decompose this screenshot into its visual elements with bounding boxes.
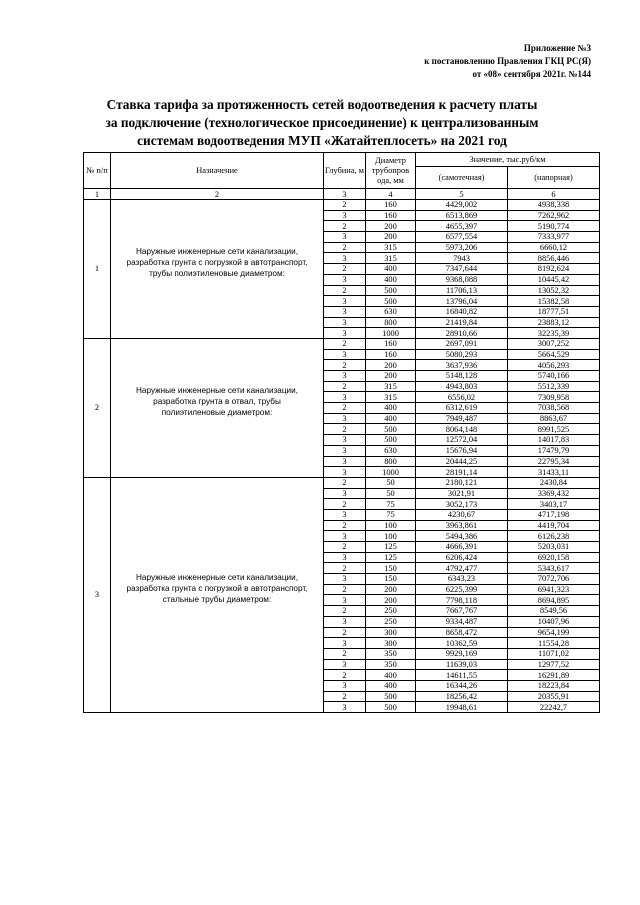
gravity-value-cell: 10362,59 <box>416 638 508 649</box>
pressure-value-cell: 8694,895 <box>508 595 600 606</box>
pressure-value-cell: 4938,338 <box>508 200 600 211</box>
gravity-value-cell: 6513,869 <box>416 210 508 221</box>
pressure-value-cell: 7072,706 <box>508 574 600 585</box>
diameter-cell: 500 <box>366 691 416 702</box>
pressure-value-cell: 5343,617 <box>508 563 600 574</box>
title-line-2: за подключение (технологическое присоединение) к централизованным <box>105 115 539 130</box>
gravity-value-cell: 3052,173 <box>416 499 508 510</box>
depth-cell: 3 <box>324 595 366 606</box>
gravity-value-cell: 8658,472 <box>416 627 508 638</box>
pressure-value-cell: 6941,323 <box>508 584 600 595</box>
diameter-cell: 200 <box>366 360 416 371</box>
diameter-cell: 200 <box>366 232 416 243</box>
pressure-value-cell: 2430,84 <box>508 477 600 488</box>
gravity-value-cell: 21419,84 <box>416 317 508 328</box>
appendix-resolution: к постановлению Правления ГКЦ РС(Я) <box>424 56 591 66</box>
depth-cell: 3 <box>324 531 366 542</box>
diameter-cell: 75 <box>366 509 416 520</box>
depth-cell: 3 <box>324 680 366 691</box>
header-depth: Глубина, м <box>324 153 366 189</box>
column-number: 5 <box>416 189 508 200</box>
column-number: 4 <box>366 189 416 200</box>
gravity-value-cell: 6206,424 <box>416 552 508 563</box>
diameter-cell: 500 <box>366 435 416 446</box>
gravity-value-cell: 20444,25 <box>416 456 508 467</box>
pressure-value-cell: 16291,89 <box>508 670 600 681</box>
depth-cell: 3 <box>324 456 366 467</box>
pressure-value-cell: 4056,293 <box>508 360 600 371</box>
gravity-value-cell: 5148,128 <box>416 371 508 382</box>
diameter-cell: 1000 <box>366 328 416 339</box>
gravity-value-cell: 6556,02 <box>416 392 508 403</box>
gravity-value-cell: 7798,118 <box>416 595 508 606</box>
column-number-row <box>84 189 600 200</box>
table-row <box>84 338 600 349</box>
diameter-cell: 250 <box>366 606 416 617</box>
pressure-value-cell: 5190,774 <box>508 221 600 232</box>
group-purpose <box>111 338 324 477</box>
depth-cell: 2 <box>324 403 366 414</box>
diameter-cell: 160 <box>366 210 416 221</box>
pressure-value-cell: 3007,252 <box>508 338 600 349</box>
diameter-cell: 200 <box>366 371 416 382</box>
header-value: Значение, тыс.руб/км <box>416 153 600 167</box>
appendix-header <box>424 42 591 81</box>
group-purpose-text: Наружные инженерные сети канализации, разработка грунта в отвал, трубы полиэтиленовые диаметром: <box>136 386 298 418</box>
pressure-value-cell: 6920,158 <box>508 552 600 563</box>
gravity-value-cell: 7667,767 <box>416 606 508 617</box>
pressure-value-cell: 22242,7 <box>508 702 600 713</box>
depth-cell: 2 <box>324 520 366 531</box>
gravity-value-cell: 8064,148 <box>416 424 508 435</box>
diameter-cell: 500 <box>366 296 416 307</box>
depth-cell: 3 <box>324 488 366 499</box>
depth-cell: 3 <box>324 296 366 307</box>
gravity-value-cell: 2697,091 <box>416 338 508 349</box>
group-purpose <box>111 477 324 712</box>
diameter-cell: 315 <box>366 381 416 392</box>
depth-cell: 3 <box>324 210 366 221</box>
diameter-cell: 500 <box>366 424 416 435</box>
gravity-value-cell: 16840,82 <box>416 306 508 317</box>
gravity-value-cell: 9368,088 <box>416 274 508 285</box>
gravity-value-cell: 4429,002 <box>416 200 508 211</box>
diameter-cell: 200 <box>366 221 416 232</box>
diameter-cell: 100 <box>366 520 416 531</box>
pressure-value-cell: 8192,624 <box>508 264 600 275</box>
diameter-cell: 50 <box>366 488 416 499</box>
gravity-value-cell: 16344,26 <box>416 680 508 691</box>
diameter-cell: 125 <box>366 542 416 553</box>
depth-cell: 2 <box>324 285 366 296</box>
depth-cell: 2 <box>324 360 366 371</box>
pressure-value-cell: 20355,91 <box>508 691 600 702</box>
depth-cell: 2 <box>324 606 366 617</box>
depth-cell: 2 <box>324 200 366 211</box>
gravity-value-cell: 28191,14 <box>416 467 508 478</box>
diameter-cell: 250 <box>366 616 416 627</box>
diameter-cell: 400 <box>366 670 416 681</box>
depth-cell: 2 <box>324 381 366 392</box>
title-line-3: системам водоотведения МУП «Жатайтеплосеть» на 2021 год <box>137 133 507 148</box>
diameter-cell: 800 <box>366 456 416 467</box>
header-pressure: (напорная) <box>508 167 600 189</box>
pressure-value-cell: 18223,84 <box>508 680 600 691</box>
gravity-value-cell: 2180,121 <box>416 477 508 488</box>
gravity-value-cell: 4655,397 <box>416 221 508 232</box>
diameter-cell: 350 <box>366 659 416 670</box>
pressure-value-cell: 18777,51 <box>508 306 600 317</box>
depth-cell: 2 <box>324 424 366 435</box>
depth-cell: 2 <box>324 499 366 510</box>
depth-cell: 3 <box>324 232 366 243</box>
pressure-value-cell: 11071,02 <box>508 648 600 659</box>
pressure-value-cell: 32235,39 <box>508 328 600 339</box>
gravity-value-cell: 6312,619 <box>416 403 508 414</box>
table-row <box>84 477 600 488</box>
pressure-value-cell: 3369,432 <box>508 488 600 499</box>
pressure-value-cell: 14017,83 <box>508 435 600 446</box>
gravity-value-cell: 5080,293 <box>416 349 508 360</box>
depth-cell: 2 <box>324 563 366 574</box>
pressure-value-cell: 13052,32 <box>508 285 600 296</box>
diameter-cell: 160 <box>366 349 416 360</box>
gravity-value-cell: 3021,91 <box>416 488 508 499</box>
depth-cell: 3 <box>324 392 366 403</box>
pressure-value-cell: 31433,11 <box>508 467 600 478</box>
pressure-value-cell: 7038,568 <box>508 403 600 414</box>
depth-cell: 3 <box>324 509 366 520</box>
diameter-cell: 160 <box>366 338 416 349</box>
pressure-value-cell: 4717,198 <box>508 509 600 520</box>
group-purpose-text: Наружные инженерные сети канализации, разработка грунта с погрузкой в автотранспорт, стальные трубы диаметром: <box>126 573 308 605</box>
pressure-value-cell: 8856,446 <box>508 253 600 264</box>
pressure-value-cell: 5664,529 <box>508 349 600 360</box>
depth-cell: 3 <box>324 317 366 328</box>
depth-cell: 3 <box>324 349 366 360</box>
pressure-value-cell: 8549,56 <box>508 606 600 617</box>
diameter-cell: 630 <box>366 445 416 456</box>
title-line-1: Ставка тарифа за протяженность сетей водоотведения к расчету платы <box>106 97 538 112</box>
diameter-cell: 350 <box>366 648 416 659</box>
gravity-value-cell: 7347,644 <box>416 264 508 275</box>
group-purpose-text: Наружные инженерные сети канализации, разработка грунта с погрузкой в автотранспорт, трубы полиэтиленовые диаметром: <box>126 247 308 279</box>
pressure-value-cell: 12977,52 <box>508 659 600 670</box>
pressure-value-cell: 23883,12 <box>508 317 600 328</box>
gravity-value-cell: 4943,803 <box>416 381 508 392</box>
depth-cell: 2 <box>324 584 366 595</box>
gravity-value-cell: 11639,03 <box>416 659 508 670</box>
pressure-value-cell: 7262,962 <box>508 210 600 221</box>
pressure-value-cell: 5740,166 <box>508 371 600 382</box>
tariff-table <box>83 152 600 713</box>
pressure-value-cell: 3403,17 <box>508 499 600 510</box>
diameter-cell: 160 <box>366 200 416 211</box>
header-diameter: Диаметр трубопров ода, мм <box>366 153 416 189</box>
depth-cell: 3 <box>324 274 366 285</box>
depth-cell: 2 <box>324 691 366 702</box>
diameter-cell: 300 <box>366 638 416 649</box>
depth-cell: 3 <box>324 253 366 264</box>
gravity-value-cell: 3637,936 <box>416 360 508 371</box>
diameter-cell: 200 <box>366 595 416 606</box>
gravity-value-cell: 6577,554 <box>416 232 508 243</box>
gravity-value-cell: 3963,861 <box>416 520 508 531</box>
pressure-value-cell: 17479,79 <box>508 445 600 456</box>
pressure-value-cell: 7333,977 <box>508 232 600 243</box>
depth-cell: 2 <box>324 242 366 253</box>
depth-cell: 3 <box>324 413 366 424</box>
gravity-value-cell: 9334,487 <box>416 616 508 627</box>
pressure-value-cell: 5203,031 <box>508 542 600 553</box>
depth-cell: 3 <box>324 435 366 446</box>
pressure-value-cell: 8863,67 <box>508 413 600 424</box>
depth-cell: 2 <box>324 477 366 488</box>
pressure-value-cell: 10445,42 <box>508 274 600 285</box>
header-purpose: Назначение <box>111 153 324 189</box>
depth-cell: 3 <box>324 552 366 563</box>
depth-cell: 3 <box>324 659 366 670</box>
depth-cell: 3 <box>324 445 366 456</box>
depth-cell: 2 <box>324 338 366 349</box>
diameter-cell: 1000 <box>366 467 416 478</box>
header-gravity: (самотечная) <box>416 167 508 189</box>
diameter-cell: 500 <box>366 285 416 296</box>
group-purpose <box>111 200 324 339</box>
diameter-cell: 400 <box>366 403 416 414</box>
depth-cell: 2 <box>324 670 366 681</box>
depth-cell: 2 <box>324 627 366 638</box>
appendix-date: от «08» сентября 2021г. №144 <box>472 69 591 79</box>
pressure-value-cell: 9654,199 <box>508 627 600 638</box>
column-number: 6 <box>508 189 600 200</box>
gravity-value-cell: 5494,386 <box>416 531 508 542</box>
depth-cell: 3 <box>324 371 366 382</box>
gravity-value-cell: 18256,42 <box>416 691 508 702</box>
diameter-cell: 400 <box>366 274 416 285</box>
gravity-value-cell: 12572,04 <box>416 435 508 446</box>
header-num: № п/п <box>84 153 111 189</box>
depth-cell: 3 <box>324 306 366 317</box>
depth-cell: 3 <box>324 616 366 627</box>
diameter-cell: 800 <box>366 317 416 328</box>
diameter-cell: 315 <box>366 242 416 253</box>
diameter-cell: 150 <box>366 574 416 585</box>
depth-cell: 2 <box>324 264 366 275</box>
table-header-row <box>84 153 600 167</box>
pressure-value-cell: 10407,96 <box>508 616 600 627</box>
gravity-value-cell: 6343,23 <box>416 574 508 585</box>
table-row <box>84 200 600 211</box>
group-number: 2 <box>84 338 111 477</box>
column-number: 2 <box>111 189 324 200</box>
pressure-value-cell: 7309,958 <box>508 392 600 403</box>
gravity-value-cell: 13796,04 <box>416 296 508 307</box>
gravity-value-cell: 7949,487 <box>416 413 508 424</box>
group-number: 1 <box>84 200 111 339</box>
diameter-cell: 50 <box>366 477 416 488</box>
diameter-cell: 400 <box>366 413 416 424</box>
gravity-value-cell: 14611,55 <box>416 670 508 681</box>
pressure-value-cell: 6660,12 <box>508 242 600 253</box>
column-number: 1 <box>84 189 111 200</box>
diameter-cell: 400 <box>366 680 416 691</box>
depth-cell: 2 <box>324 648 366 659</box>
pressure-value-cell: 8991,525 <box>508 424 600 435</box>
gravity-value-cell: 11706,13 <box>416 285 508 296</box>
diameter-cell: 315 <box>366 392 416 403</box>
appendix-number: Приложение №3 <box>523 43 591 53</box>
gravity-value-cell: 4792,477 <box>416 563 508 574</box>
gravity-value-cell: 5973,206 <box>416 242 508 253</box>
group-number: 3 <box>84 477 111 712</box>
depth-cell: 2 <box>324 221 366 232</box>
diameter-cell: 315 <box>366 253 416 264</box>
gravity-value-cell: 28910,66 <box>416 328 508 339</box>
diameter-cell: 630 <box>366 306 416 317</box>
diameter-cell: 500 <box>366 702 416 713</box>
pressure-value-cell: 22795,34 <box>508 456 600 467</box>
depth-cell: 2 <box>324 542 366 553</box>
pressure-value-cell: 4419,704 <box>508 520 600 531</box>
diameter-cell: 200 <box>366 584 416 595</box>
diameter-cell: 300 <box>366 627 416 638</box>
gravity-value-cell: 9929,169 <box>416 648 508 659</box>
gravity-value-cell: 4666,391 <box>416 542 508 553</box>
gravity-value-cell: 4230,67 <box>416 509 508 520</box>
pressure-value-cell: 15382,58 <box>508 296 600 307</box>
column-number: 3 <box>324 189 366 200</box>
depth-cell: 3 <box>324 328 366 339</box>
diameter-cell: 400 <box>366 264 416 275</box>
gravity-value-cell: 6225,399 <box>416 584 508 595</box>
diameter-cell: 75 <box>366 499 416 510</box>
diameter-cell: 125 <box>366 552 416 563</box>
depth-cell: 3 <box>324 467 366 478</box>
depth-cell: 3 <box>324 638 366 649</box>
depth-cell: 3 <box>324 702 366 713</box>
diameter-cell: 100 <box>366 531 416 542</box>
pressure-value-cell: 11554,28 <box>508 638 600 649</box>
diameter-cell: 150 <box>366 563 416 574</box>
pressure-value-cell: 5512,339 <box>508 381 600 392</box>
depth-cell: 3 <box>324 574 366 585</box>
pressure-value-cell: 6126,238 <box>508 531 600 542</box>
document-title <box>62 96 582 150</box>
gravity-value-cell: 15676,94 <box>416 445 508 456</box>
gravity-value-cell: 7943 <box>416 253 508 264</box>
gravity-value-cell: 19948,61 <box>416 702 508 713</box>
